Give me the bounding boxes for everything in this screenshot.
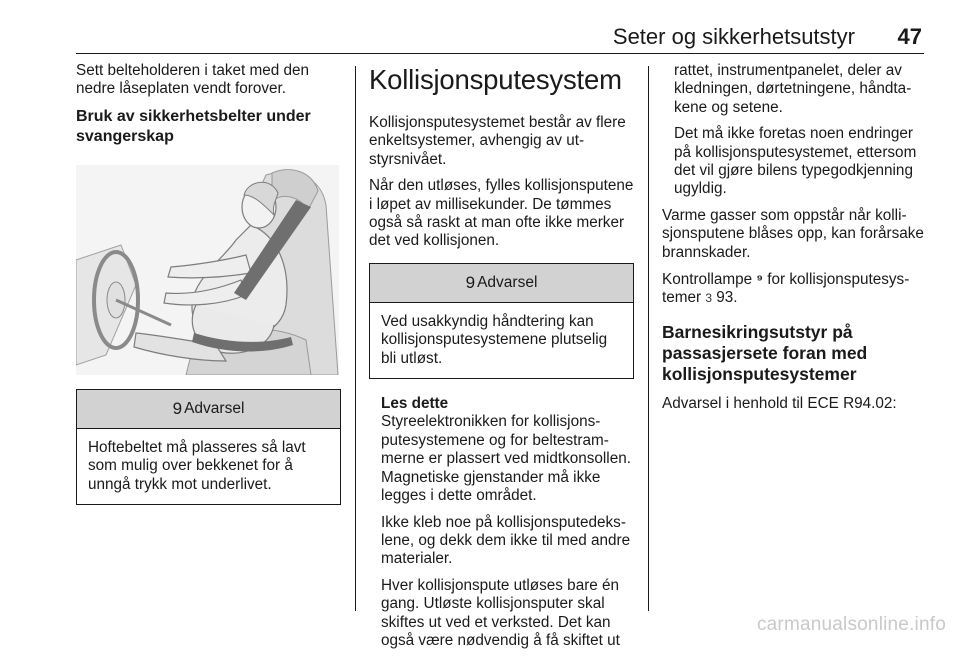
warning-title: Advarsel [184,399,245,417]
airbag-lamp-icon: ⁹ [756,271,764,288]
control-lamp-text: Kontrollampe ⁹ for kollisjonsputesystemer 3 93. [662,271,910,307]
warning-header [77,390,340,429]
child-restraint-heading: Barnesikringsutstyr på passasjersete foran med kollisjonsputesystemer [662,321,868,384]
note-modification-text: Det må ikke foretas noen endringer på kollisjonsputesystemet, ettersom det vil gjøre bilens typegodkjenning ugyldig. [674,125,917,198]
warning-box [76,389,341,505]
note-title: Les dette [381,395,449,413]
airbag-intro: Kollisjonsputesystemet består av flere enkeltsystemer, avhengig av utstyrsnivået. [369,114,626,168]
note-block [369,395,634,650]
note-continuation [662,62,927,199]
page-reference[interactable]: 93. [716,289,738,307]
page-reference-icon: 3 [705,291,713,306]
warning-box [369,263,634,379]
column-1 [76,62,341,519]
note-text-3: Hver kollisjonspute utløses bare én gang. Utløste kollisjonsputer skal skiftes ut ved et verksted. Det kan også være nødvendig å få skiftet ut [381,576,620,649]
note-text-2: Ikke kleb noe på kollisjonsputedekslene, og dekk dem ikke til med andre materialer. [381,513,631,568]
column-divider-1 [355,66,356,611]
airbag-deploy-text: Når den utløses, fylles kollisjonsputene i løpet av millisekunder. De tømmes også så raskt at man ofte ikke merker det ved kollisjonen. [369,177,634,250]
watermark: carmanualsonline.info [756,614,946,635]
section-title: Seter og sikkerhetsutstyr [612,24,855,49]
airbag-system-heading: Kollisjonsputesystem [369,64,622,95]
warning-icon: 9 [465,272,476,292]
warning-icon: 9 [172,398,183,418]
warning-title: Advarsel [477,273,538,291]
pregnancy-heading: Bruk av sikkerhetsbelter under svangerskap [76,107,311,145]
ece-warning-text: Advarsel i henhold til ECE R94.02: [662,394,897,412]
note-continued-text: rattet, instrumentpanelet, deler av kledningen, dørtetningene, håndtakene og setene. [674,62,912,116]
warning-text: Ved usakkyndig håndtering kan kollisjonsputesystemene plutselig bli utløst. [381,312,608,367]
warning-text: Hoftebeltet må plasseres så lavt som mulig over bekkenet for å unngå trykk mot underlivet. [88,438,306,493]
hot-gas-text: Varme gasser som oppstår når kollisjonsputene blåses opp, kan forårsake brannskader. [662,206,924,261]
warning-header [370,264,633,303]
pregnant-seatbelt-illustration [76,165,339,375]
page-number: 47 [897,24,922,49]
column-divider-2 [648,66,649,611]
column-3 [662,62,927,421]
intro-text: Sett belteholderen i taket med den nedre låseplaten vendt forover. [76,62,310,98]
header-rule [76,53,924,54]
column-2 [369,64,634,658]
illustration-svg [76,165,339,375]
note-text-1: Styreelektronikken for kollisjonsputesystemene og for beltestrammerne er plassert ved midtkonsollen. Magnetiske gjenstander må ikke legges i dette området. [381,413,631,505]
